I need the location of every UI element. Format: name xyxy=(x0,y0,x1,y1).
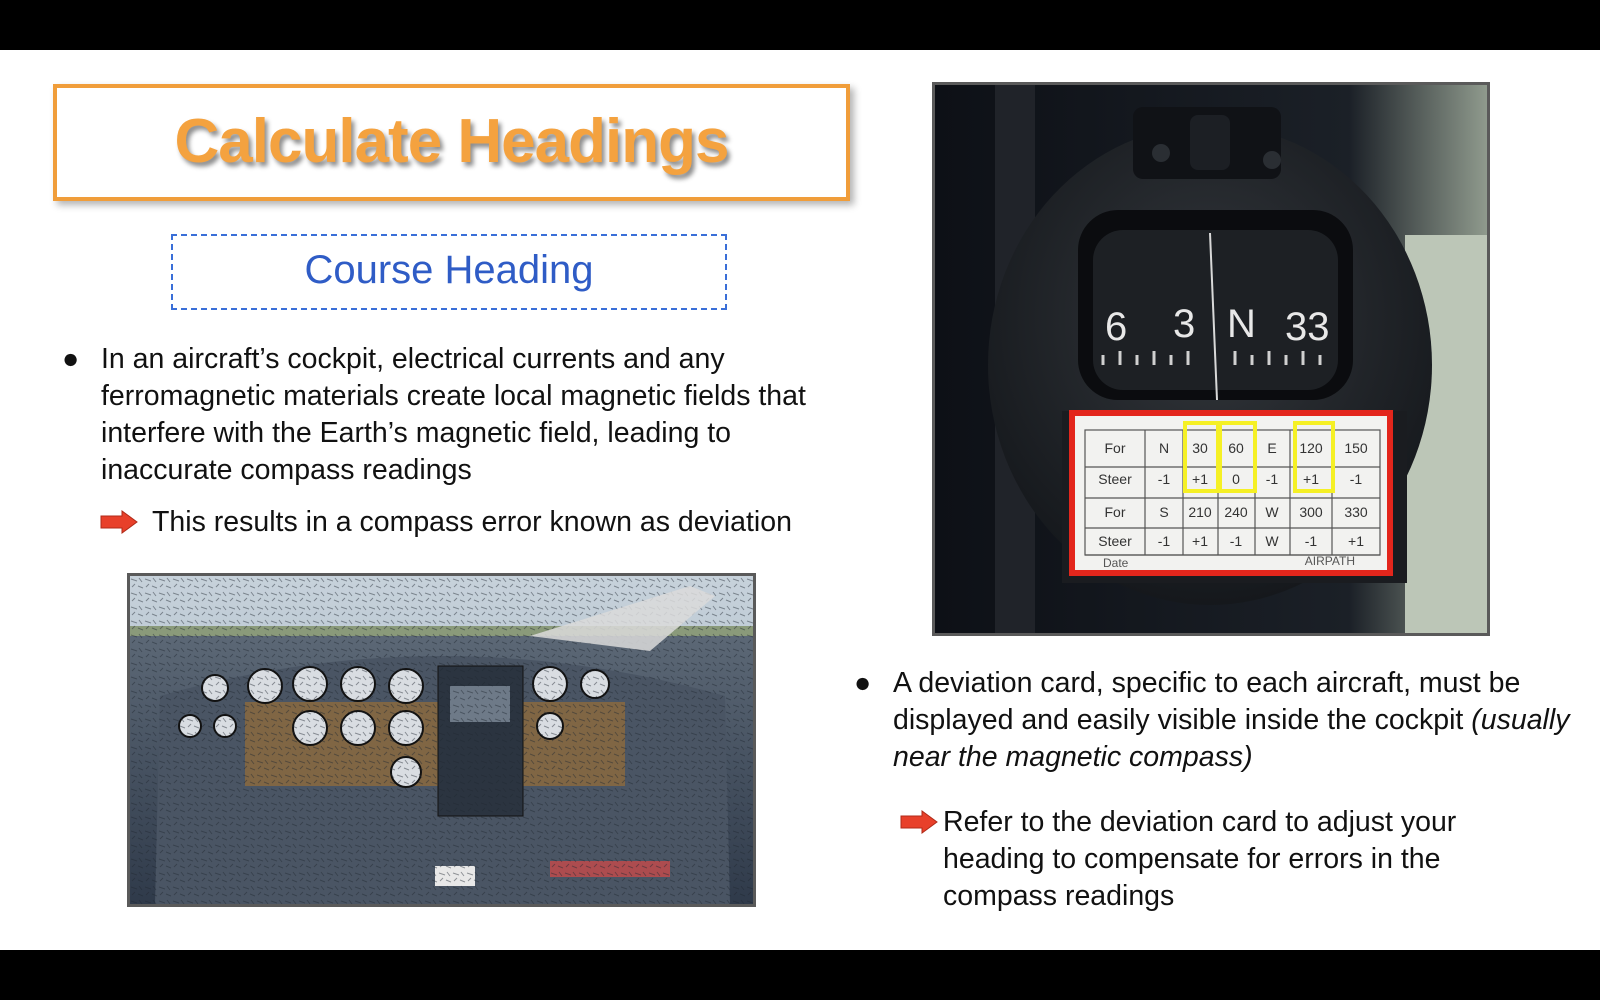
deviation-card-cell: +1 xyxy=(1348,533,1364,549)
deviation-card-cell: For xyxy=(1104,504,1126,520)
deviation-card-cell: 210 xyxy=(1188,504,1212,520)
subtitle-box xyxy=(171,234,727,310)
deviation-card-cell: W xyxy=(1265,504,1279,520)
bullet-deviation-card-main: A deviation card, specific to each aircraft, must be displayed and easily visible inside the cockpit xyxy=(893,667,1521,736)
card-footer-brand: AIRPATH xyxy=(1304,554,1355,568)
compass-scale-33: 33 xyxy=(1285,305,1330,349)
slide-title: Calculate Headings xyxy=(174,107,729,176)
deviation-card-cell: 240 xyxy=(1224,504,1248,520)
slide-subtitle: Course Heading xyxy=(304,248,594,292)
deviation-card-cell: N xyxy=(1158,440,1170,456)
bullet-cockpit-interference-text: In an aircraft’s cockpit, electrical currents and any ferromagnetic materials create local magnetic fields that interfere with the Earth’s magnetic field, leading to inaccurate compass readings xyxy=(101,343,806,486)
deviation-card-cell: -1 xyxy=(1157,471,1171,487)
deviation-card-cell: 60 xyxy=(1228,440,1244,456)
deviation-card-cell: 120 xyxy=(1299,440,1323,456)
bullet-dot: ● xyxy=(854,667,872,699)
bullet-cockpit-interference xyxy=(62,341,852,489)
bullet-deviation-card-italic: (usually near the magnetic compass) xyxy=(893,704,1570,773)
deviation-card-cell: 0 xyxy=(1232,471,1240,487)
bullet-dot: ● xyxy=(62,343,80,375)
compass-deviation-card-image xyxy=(932,82,1490,636)
deviation-card-cell: -1 xyxy=(1157,533,1171,549)
arrow-deviation-text: This results in a compass error known as deviation xyxy=(152,506,792,538)
deviation-card-cell: 30 xyxy=(1192,440,1208,456)
arrow-deviation-note xyxy=(100,504,860,541)
deviation-card-cell: 150 xyxy=(1344,440,1368,456)
deviation-card-cell: For xyxy=(1104,440,1126,456)
deviation-card-cell: +1 xyxy=(1192,471,1208,487)
title-box xyxy=(53,84,850,201)
compass-scale-n: N xyxy=(1227,302,1256,346)
deviation-card-cell: -1 xyxy=(1229,533,1243,549)
deviation-card-cell: 300 xyxy=(1299,504,1323,520)
deviation-card-cell: -1 xyxy=(1265,471,1279,487)
deviation-card-cell: Steer xyxy=(1098,533,1132,549)
cockpit-magnetic-field-image xyxy=(127,573,756,907)
deviation-card-cell: W xyxy=(1265,533,1279,549)
deviation-card-cell: -1 xyxy=(1304,533,1318,549)
deviation-card-cell: S xyxy=(1159,504,1169,520)
red-arrow-icon xyxy=(100,510,138,534)
compass-scale-6: 6 xyxy=(1105,305,1128,349)
arrow-refer-card xyxy=(900,804,1560,915)
compass-scale-3: 3 xyxy=(1173,302,1196,346)
red-arrow-icon xyxy=(900,810,938,834)
deviation-card-cell: -1 xyxy=(1349,471,1363,487)
deviation-card-cell: +1 xyxy=(1192,533,1208,549)
deviation-card-cell: 330 xyxy=(1344,504,1368,520)
arrow-refer-card-text: Refer to the deviation card to adjust your heading to compensate for errors in the compass readings xyxy=(943,806,1457,912)
deviation-card-cell: E xyxy=(1267,440,1277,456)
card-footer-date: Date xyxy=(1103,556,1129,570)
bullet-deviation-card-text xyxy=(854,665,1574,776)
deviation-card-cell: Steer xyxy=(1098,471,1132,487)
deviation-card-cell: +1 xyxy=(1303,471,1319,487)
bullet-deviation-card xyxy=(854,665,1574,776)
slide xyxy=(0,50,1600,950)
